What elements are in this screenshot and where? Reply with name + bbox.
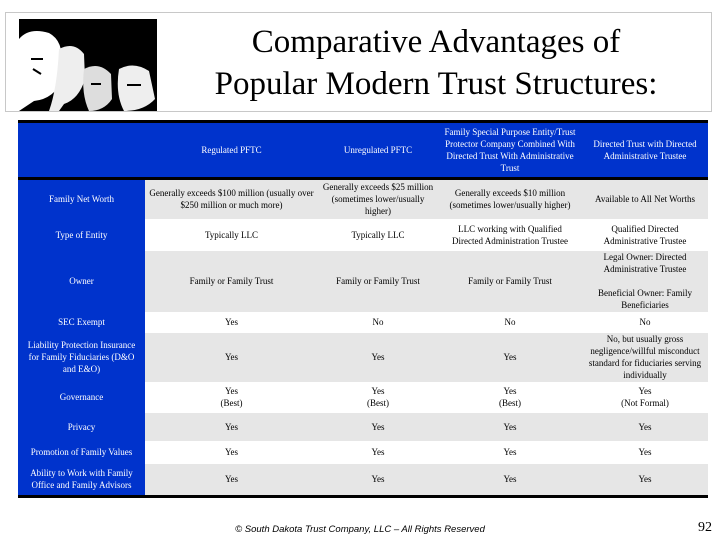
table-row (18, 382, 708, 413)
row-label: Ability to Work with Family Office and Family Advisors (18, 464, 145, 497)
header-row (18, 122, 708, 179)
table-cell: Generally exceeds $100 million (usually over $250 million or much more) (145, 179, 318, 219)
table-cell: Yes (503, 447, 517, 457)
row-label: Family Net Worth (18, 179, 145, 219)
table-cell: Yes (224, 447, 239, 457)
table-cell: Available to All Net Worths (582, 179, 708, 219)
table-cell: Generally exceeds $10 million (sometimes lower/usually higher) (438, 179, 582, 219)
table-cell: Yes (224, 317, 239, 327)
page-number: 92 (698, 520, 712, 535)
title-banner (5, 12, 712, 112)
table-cell: Yes (582, 464, 708, 497)
table-cell: No (639, 317, 651, 327)
table-row (18, 312, 708, 333)
mount-rushmore-image (19, 19, 157, 111)
table-cell: No (372, 317, 384, 327)
row-label: Type of Entity (18, 219, 145, 251)
table-cell: Yes (371, 447, 385, 457)
row-label: Promotion of Family Values (18, 441, 145, 464)
table-cell: Yes (145, 413, 318, 441)
table-cell: Yes (145, 333, 318, 382)
column-header: Directed Trust with Directed Administrative Trustee (582, 122, 708, 179)
table-cell: Yes (318, 333, 438, 382)
table-cell: Legal Owner: Directed Administrative Trustee Beneficial Owner: Family Beneficiaries (582, 251, 708, 312)
column-header: Unregulated PFTC (318, 122, 438, 179)
table-cell: Family or Family Trust (438, 251, 582, 312)
table-cell: Yes (438, 333, 582, 382)
column-header (18, 122, 145, 179)
title-line-1: Comparative Advantages of (251, 24, 621, 60)
table-row (18, 333, 708, 382)
table-cell: Yes (Not Formal) (621, 386, 669, 408)
table-cell: Generally exceeds $25 million (sometimes lower/usually higher) (318, 179, 438, 219)
table-cell: Yes (145, 464, 318, 497)
row-label: SEC Exempt (18, 312, 145, 333)
title-line-2: Popular Modern Trust Structures: (214, 66, 658, 102)
row-label: Governance (18, 382, 145, 413)
copyright-footer: © South Dakota Trust Company, LLC – All Rights Reserved (235, 524, 485, 535)
table-cell: Family or Family Trust (318, 251, 438, 312)
table-cell: Typically LLC (351, 229, 405, 240)
column-header: Family Special Purpose Entity/Trust Protector Company Combined With Directed Trust With Administrative Trust (438, 122, 582, 179)
table-cell: Yes (582, 413, 708, 441)
table-row (18, 251, 708, 312)
page-title (166, 21, 706, 105)
table-cell: Yes (318, 464, 438, 497)
table-cell: Family or Family Trust (145, 251, 318, 312)
table-cell: Yes (Best) (220, 386, 243, 408)
table-row (18, 464, 708, 497)
row-label: Privacy (18, 413, 145, 441)
table-row (18, 413, 708, 441)
table-row (18, 441, 708, 464)
table-cell: Qualified Directed Administrative Trustee (603, 223, 687, 246)
row-label: Liability Protection Insurance for Family Fiduciaries (D&O and E&O) (18, 333, 145, 382)
table-cell: No (504, 317, 516, 327)
table-cell: LLC working with Qualified Directed Administration Trustee (452, 223, 568, 246)
table-row (18, 179, 708, 219)
comparison-table (18, 120, 708, 498)
table-cell: Yes (438, 464, 582, 497)
column-header: Regulated PFTC (145, 122, 318, 179)
table-cell: Typically LLC (204, 229, 259, 240)
table-cell: Yes (Best) (499, 386, 521, 408)
row-label: Owner (18, 251, 145, 312)
table-row (18, 219, 708, 251)
table-cell: No, but usually gross negligence/willful misconduct standard for fiduciaries serving individually (582, 333, 708, 382)
table-cell: Yes (638, 447, 652, 457)
table-cell: Yes (438, 413, 582, 441)
table-cell: Yes (318, 413, 438, 441)
table-cell: Yes (Best) (367, 386, 389, 408)
